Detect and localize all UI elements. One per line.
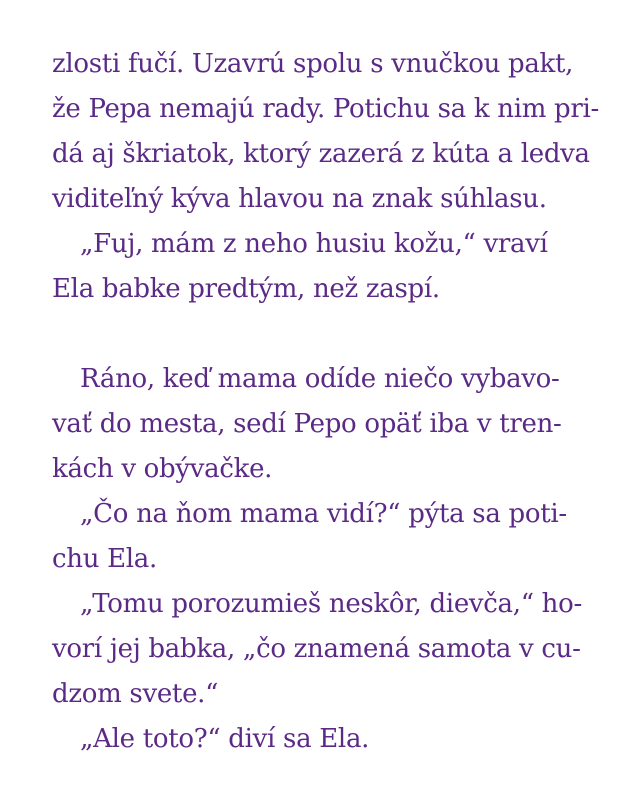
paragraph-gap	[52, 312, 600, 357]
text-line: chu Ela.	[52, 544, 157, 574]
text-line: „Čo na ňom mama vidí?“ pýta sa poti-	[80, 499, 567, 529]
text-line: Ela babke predtým, než zaspí.	[52, 274, 440, 304]
text-line: kách v obývačke.	[52, 454, 273, 484]
text-line: Ráno, keď mama odíde niečo vybavo-	[80, 364, 560, 394]
text-line: vať do mesta, sedí Pepo opäť iba v tren-	[52, 409, 562, 439]
text-line: viditeľný kýva hlavou na znak súhlasu.	[52, 184, 547, 214]
text-line: dá aj škriatok, ktorý zazerá z kúta a ledva	[52, 139, 590, 169]
text-line: „Fuj, mám z neho husiu kožu,“ vraví	[80, 229, 548, 259]
text-line: zlosti fučí. Uzavrú spolu s vnučkou pakt,	[52, 49, 574, 79]
text-line: „Tomu porozumieš neskôr, dievča,“ ho-	[80, 589, 582, 619]
text-line: „Ale toto?“ diví sa Ela.	[80, 724, 370, 754]
text-line: dzom svete.“	[52, 679, 219, 709]
text-line: vorí jej babka, „čo znamená samota v cu-	[52, 634, 581, 664]
text-line: že Pepa nemajú rady. Potichu sa k nim pri-	[52, 94, 600, 124]
